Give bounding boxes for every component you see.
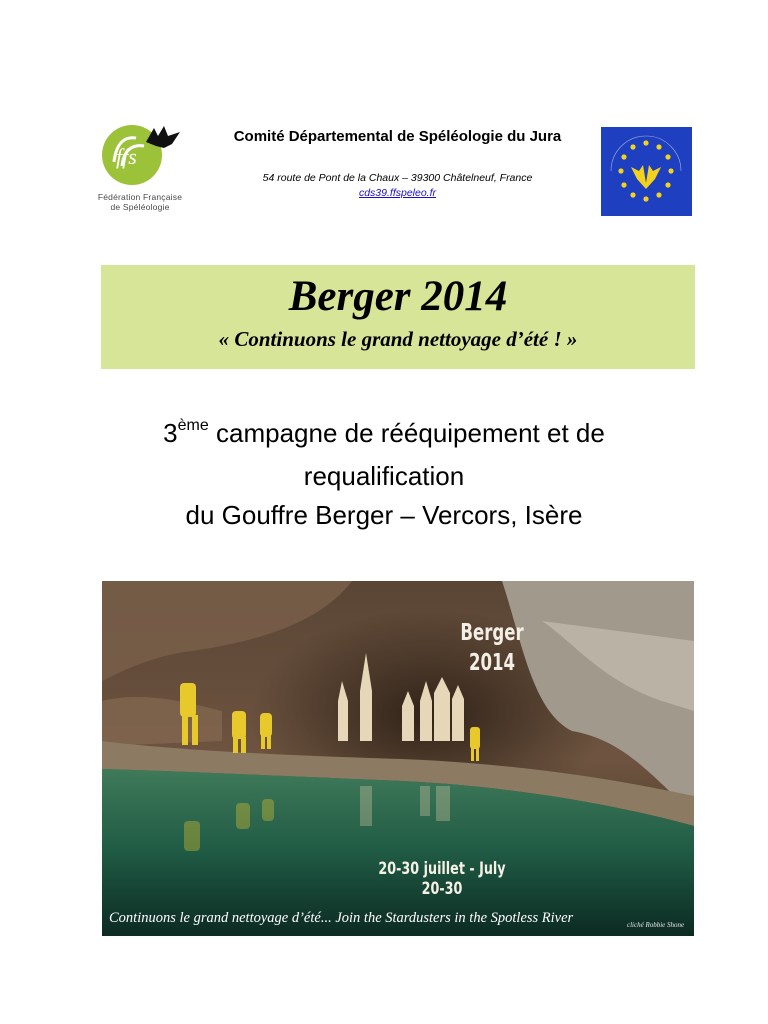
ffs-logo — [88, 122, 192, 222]
org-website-link[interactable]: cds39.ffspeleo.fr — [358, 187, 437, 199]
campaign-line1 — [90, 414, 678, 457]
poster-title-line2: 2014 — [468, 650, 516, 676]
org-address: 54 route de Pont de la Chaux – 39300 Châtelneuf, France — [262, 172, 533, 184]
ffs-caption — [88, 192, 192, 212]
campaign-line2: requalification — [303, 461, 465, 491]
event-poster — [102, 581, 694, 936]
europe-speleology-federation-logo-icon — [601, 127, 692, 216]
campaign-number: 3 — [163, 418, 178, 448]
campaign-line3: du Gouffre Berger – Vercors, Isère — [185, 500, 583, 530]
campaign-heading — [90, 414, 678, 535]
ffs-bat-logo-icon — [102, 122, 182, 188]
poster-caption: Continuons le grand nettoyage d’été... Join the Stardusters in the Spotless River — [109, 910, 574, 926]
campaign-ordinal: ème — [177, 417, 209, 434]
ffs-caption-line1: Fédération Française — [97, 192, 183, 202]
poster-title — [456, 618, 528, 678]
poster-dates: 20-30 juillet - July 20-30 — [378, 859, 506, 899]
poster-photo-credit: cliché Robbie Shone — [627, 921, 685, 929]
poster-title-line1: Berger — [460, 620, 524, 646]
org-name: Comité Départemental de Spéléologie du Jura — [233, 128, 562, 145]
title-banner — [101, 265, 695, 369]
campaign-line1-text: campagne de rééquipement et de — [208, 418, 605, 448]
banner-title: Berger 2014 — [288, 273, 508, 320]
svg-text:ffs: ffs — [116, 144, 137, 169]
banner-subtitle: « Continuons le grand nettoyage d’été ! » — [218, 327, 578, 351]
eu-speleology-logo — [601, 127, 692, 216]
ffs-caption-line2: de Spéléologie — [110, 202, 170, 212]
